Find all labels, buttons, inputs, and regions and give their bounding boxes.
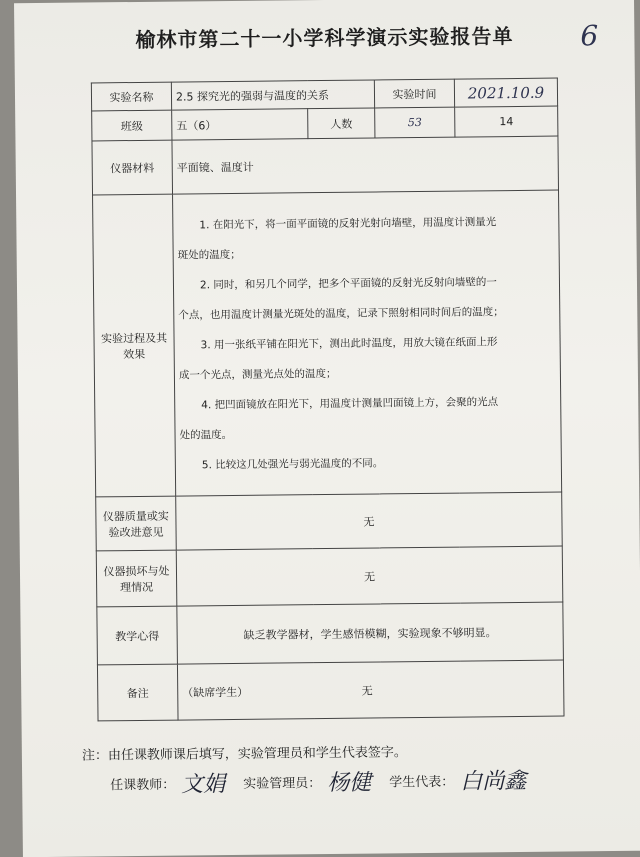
process-label: 实验过程及其效果 xyxy=(93,194,176,497)
remarks-label: 备注 xyxy=(97,664,178,721)
manager-signature: 杨健 xyxy=(327,770,372,797)
reflection-label: 教学心得 xyxy=(97,606,178,665)
handwritten-page-number: 6 xyxy=(580,19,599,53)
process-line: 4. 把凹面镜放在阳光下，用温度计测量凹面镜上方，会聚的光点 xyxy=(201,395,499,411)
student-count-value: 53 xyxy=(375,107,455,138)
damage-label: 仪器损坏与处理情况 xyxy=(96,550,177,607)
class-label: 班级 xyxy=(92,110,172,141)
process-line: 5. 比较这几处强光与弱光温度的不同。 xyxy=(201,456,384,471)
experiment-name-value: 2.5 探究光的强弱与温度的关系 xyxy=(171,80,374,110)
report-title: 榆林市第二十一小学科学演示实验报告单 xyxy=(135,24,514,52)
student-rep-signature: 白尚鑫 xyxy=(460,768,527,795)
footer-note: 注：由任课教师课后填写，实验管理员和学生代表签字。 xyxy=(81,745,407,764)
materials-label: 仪器材料 xyxy=(92,140,173,195)
experiment-name-label: 实验名称 xyxy=(91,82,171,111)
process-line: 3. 用一张纸平铺在阳光下，测出此时温度，用放大镜在纸面上形 xyxy=(200,335,498,351)
experiment-time-label: 实验时间 xyxy=(374,79,454,108)
process-line: 处的温度。 xyxy=(179,428,233,442)
process-line: 个点，也用温度计测量光斑处的温度，记录下照射相同时间后的温度； xyxy=(178,305,504,322)
teacher-signature: 文娟 xyxy=(181,772,226,798)
process-line: 1. 在阳光下，将一面平面镜的反射光射向墙壁，用温度计测量光 xyxy=(199,215,497,231)
quality-label: 仪器质量或实验改进意见 xyxy=(96,496,177,551)
remarks-cell xyxy=(177,660,564,720)
student-count-label: 人数 xyxy=(308,108,375,139)
process-line: 2. 同时，和另几个同学，把多个平面镜的反射光反射向墙壁的一 xyxy=(199,275,497,291)
process-content xyxy=(173,190,562,496)
process-line: 成一个光点，测量光点处的温度； xyxy=(178,367,337,382)
signature-row xyxy=(110,764,544,800)
reflection-value: 缺乏教学器材，学生感悟模糊，实验现象不够明显。 xyxy=(177,602,564,664)
quality-value: 无 xyxy=(176,492,563,550)
manager-label: 实验管理员： xyxy=(243,776,322,792)
materials-value: 平面镜、温度计 xyxy=(172,136,559,194)
experiment-time-value: 2021.10.9 xyxy=(454,78,557,107)
report-table xyxy=(91,78,565,722)
group-count-value: 14 xyxy=(455,106,558,137)
damage-value: 无 xyxy=(176,546,563,606)
class-value: 五（6） xyxy=(172,109,308,140)
teacher-label: 任课教师： xyxy=(110,777,176,794)
absent-students-label: （缺席学生） xyxy=(182,685,249,700)
remarks-value: 无 xyxy=(361,684,373,698)
process-line: 斑处的温度； xyxy=(177,248,241,262)
report-paper xyxy=(14,0,640,857)
student-rep-label: 学生代表： xyxy=(389,774,455,791)
